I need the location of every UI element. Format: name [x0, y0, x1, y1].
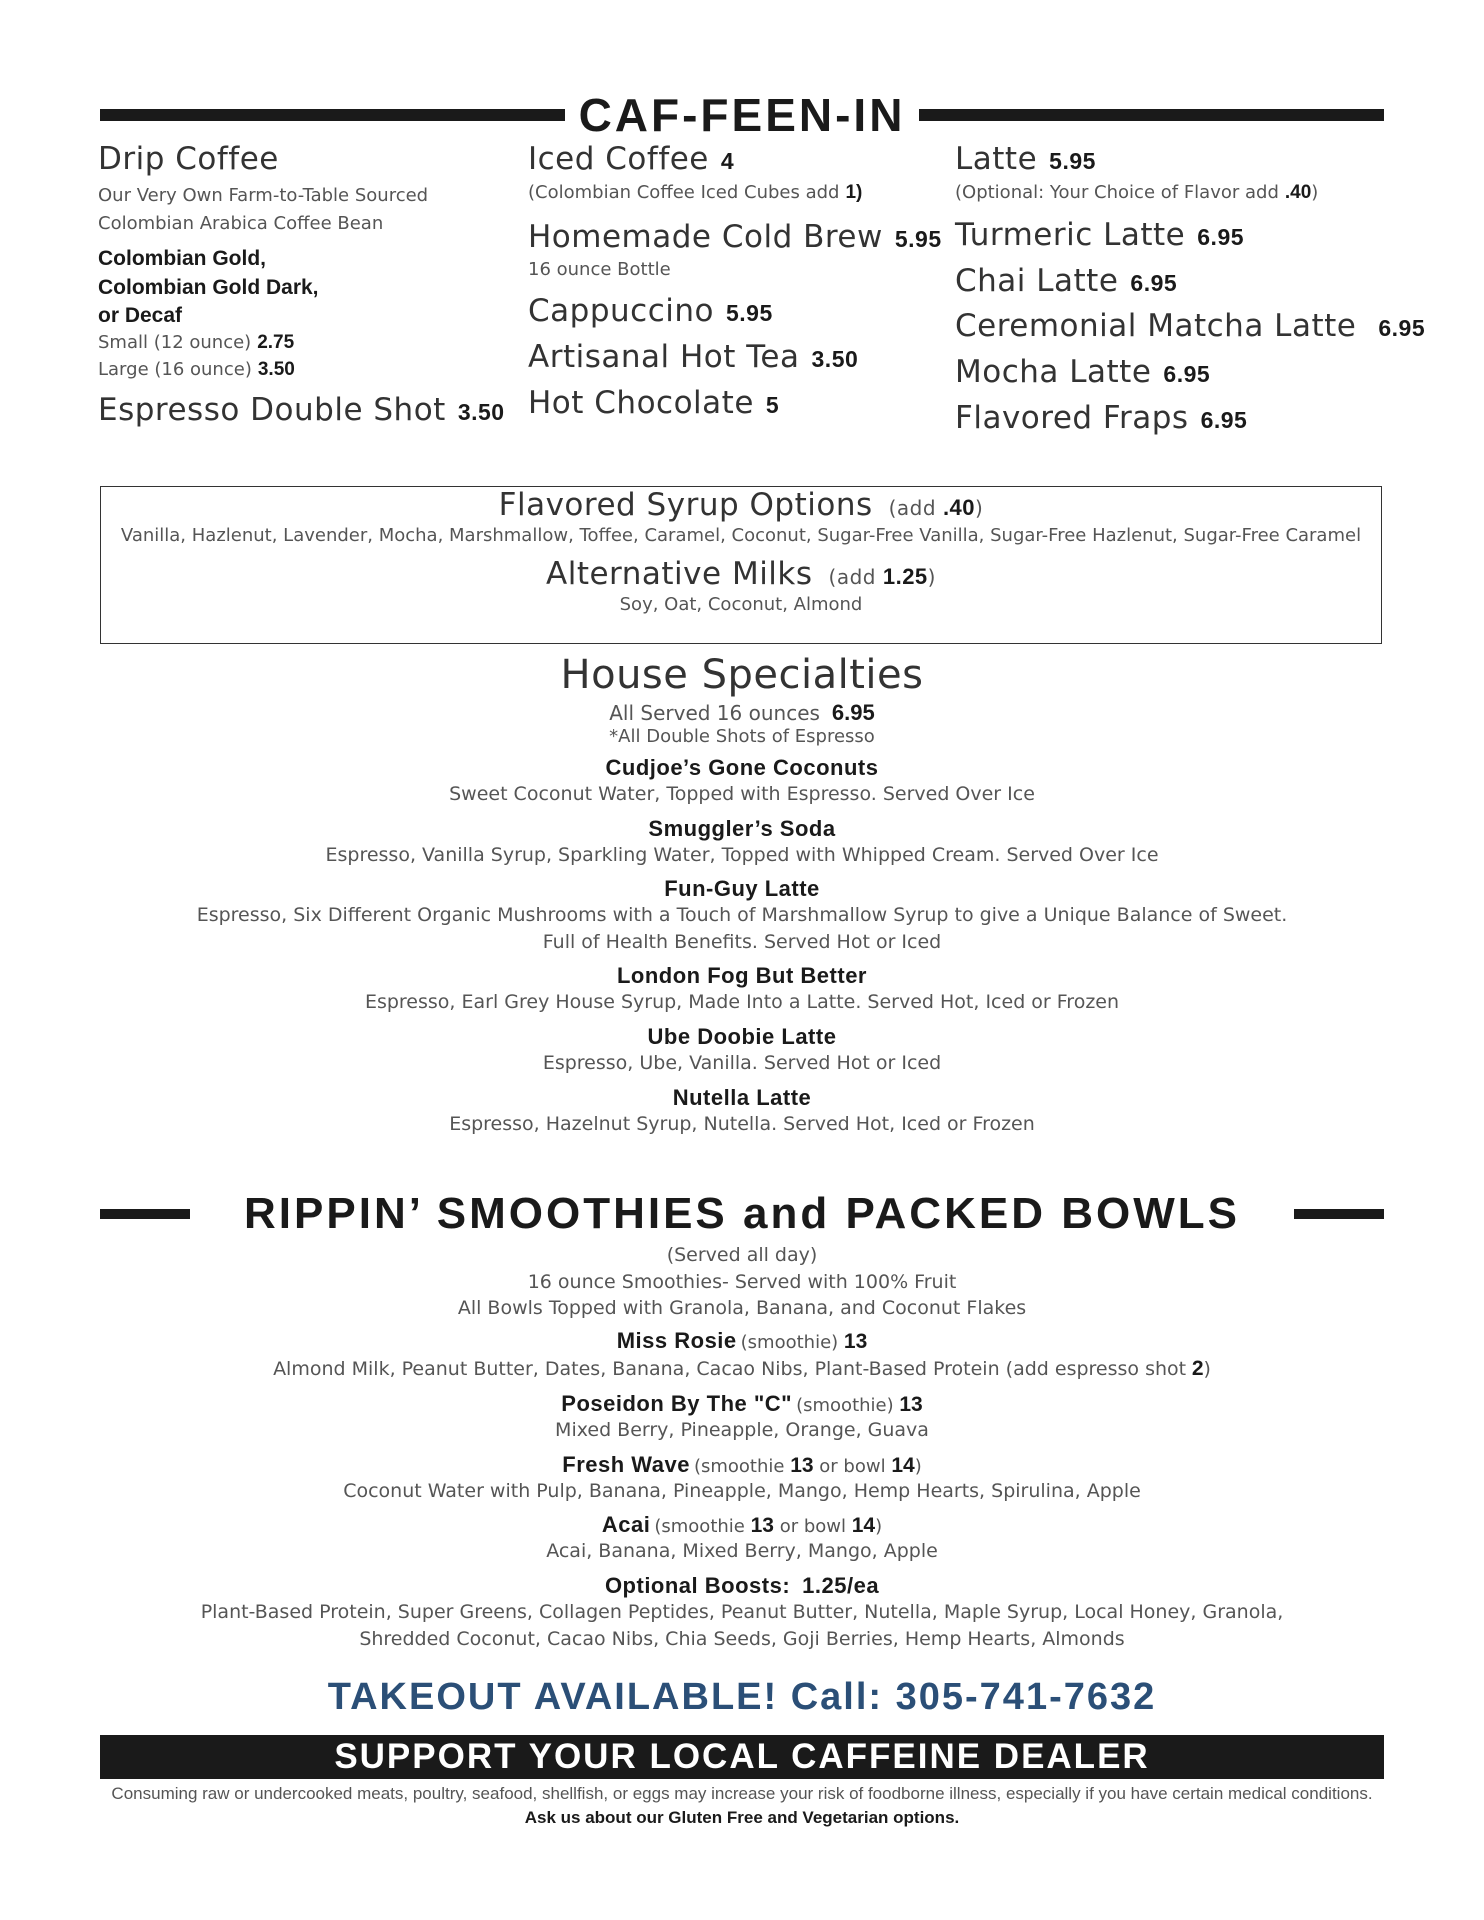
- smoothies-title: RIPPIN’ SMOOTHIES and PACKED BOWLS: [244, 1189, 1240, 1238]
- alt-milks-heading: [101, 556, 1381, 592]
- header-rule-left: [100, 109, 565, 121]
- fresh-wave-price-2: 14: [891, 1453, 915, 1477]
- mocha-latte-name: Mocha Latte: [955, 353, 1152, 390]
- miss-rosie-heading: [0, 1328, 1484, 1354]
- specialty-name: Cudjoe’s Gone Coconuts: [605, 755, 879, 780]
- iced-coffee-note-text: (Colombian Coffee Iced Cubes add: [528, 181, 840, 203]
- fresh-wave-name: Fresh Wave: [562, 1451, 690, 1477]
- boosts-desc-1: Plant-Based Protein, Super Greens, Collagen Peptides, Peanut Butter, Nutella, Maple Syrup, Local Honey, Granola,: [200, 1600, 1284, 1623]
- syrup-add-close: ): [975, 496, 984, 520]
- header-rule-left: [100, 1209, 190, 1219]
- takeout-text: TAKEOUT AVAILABLE! Call: 305-741-7632: [327, 1676, 1157, 1718]
- acai-price-1: 13: [750, 1514, 774, 1538]
- miss-rosie-name: Miss Rosie: [616, 1327, 737, 1353]
- latte-name: Latte: [955, 141, 1038, 177]
- drip-small-size: [98, 330, 518, 357]
- specialty-name: Nutella Latte: [672, 1084, 812, 1110]
- miss-rosie-close: ): [1203, 1357, 1211, 1380]
- acai-desc: Acai, Banana, Mixed Berry, Mango, Apple: [546, 1540, 938, 1563]
- caffeine-header: [100, 89, 1384, 141]
- hot-tea-price: 3.50: [811, 346, 859, 373]
- specialty-desc: Espresso, Hazelnut Syrup, Nutella. Served Hot, Iced or Frozen: [449, 1112, 1035, 1135]
- house-specialties-section: [0, 652, 1484, 1145]
- drip-coffee-desc-1: Our Very Own Farm-to-Table Sourced: [98, 184, 429, 206]
- turmeric-latte-item: [955, 218, 1395, 254]
- milk-add-close: ): [927, 565, 936, 589]
- gluten-free-note: Ask us about our Gluten Free and Vegetarian options.: [524, 1808, 960, 1827]
- poseidon-price: 13: [899, 1393, 923, 1417]
- boosts-desc-2: Shredded Coconut, Cacao Nibs, Chia Seeds, Goji Berries, Hemp Hearts, Almonds: [359, 1627, 1125, 1650]
- iced-coffee-note: [528, 178, 948, 208]
- syrup-options-list: Vanilla, Hazlenut, Lavender, Mocha, Marshmallow, Toffee, Caramel, Coconut, Sugar-Free Vanilla, Sugar-Free Hazlenut, Sugar-Free Caramel: [120, 525, 1362, 546]
- header-rule-right: [1294, 1209, 1384, 1219]
- footer-notes: [0, 1784, 1484, 1828]
- boosts-heading: [0, 1573, 1484, 1599]
- cappuccino-name: Cappuccino: [528, 293, 714, 330]
- support-banner: SUPPORT YOUR LOCAL CAFFEINE DEALER: [100, 1735, 1384, 1779]
- cold-brew-name: Homemade Cold Brew: [528, 219, 883, 256]
- acai-close: ): [875, 1516, 883, 1538]
- specialty-desc: Espresso, Ube, Vanilla. Served Hot or Iced: [542, 1051, 942, 1074]
- latte-item: [955, 142, 1395, 178]
- hot-chocolate-price: 5: [765, 391, 780, 418]
- latte-note-price: .40: [1284, 181, 1312, 203]
- espresso-item: [98, 393, 518, 429]
- iced-coffee-note-price: 1): [845, 181, 863, 203]
- espresso-name: Espresso Double Shot: [98, 392, 446, 429]
- menu-column-3: [955, 141, 1426, 436]
- chai-latte-item: [955, 264, 1395, 300]
- specialty-desc: Sweet Coconut Water, Topped with Espresso. Served Over Ice: [449, 783, 1035, 805]
- list-item: [0, 1391, 1484, 1444]
- takeout-line: [0, 1676, 1484, 1719]
- milk-add-text: (add: [828, 565, 876, 589]
- latte-note-text: (Optional: Your Choice of Flavor add: [955, 181, 1279, 203]
- milk-add-note: [829, 565, 936, 589]
- acai-name: Acai: [601, 1512, 651, 1538]
- smoothies-note-3: All Bowls Topped with Granola, Banana, and Coconut Flakes: [457, 1297, 1027, 1320]
- optional-boosts: [0, 1573, 1484, 1652]
- latte-note: [955, 178, 1395, 208]
- mocha-latte-price: 6.95: [1163, 360, 1211, 387]
- list-item: [0, 816, 1484, 869]
- blend-option-2: Colombian Gold Dark,: [98, 275, 319, 299]
- iced-coffee-name: Iced Coffee: [528, 141, 709, 177]
- acai-price-2: 14: [851, 1514, 876, 1538]
- miss-rosie-price: 13: [843, 1329, 868, 1353]
- miss-rosie-desc-text: Almond Milk, Peanut Butter, Dates, Banana, Cacao Nibs, Plant-Based Protein (add espresso shot: [273, 1357, 1187, 1380]
- iced-coffee-item: [528, 142, 948, 178]
- fresh-wave-close: ): [914, 1455, 922, 1477]
- chai-latte-name: Chai Latte: [955, 262, 1119, 299]
- chai-latte-price: 6.95: [1130, 269, 1178, 296]
- turmeric-latte-name: Turmeric Latte: [955, 217, 1186, 254]
- matcha-latte-name: Ceremonial Matcha Latte: [955, 308, 1357, 345]
- cappuccino-item: [528, 294, 948, 330]
- list-item: [0, 1512, 1484, 1565]
- specialties-list: [0, 755, 1484, 1137]
- cold-brew-item: [528, 220, 948, 256]
- espresso-price: 3.50: [457, 399, 505, 426]
- list-item: [0, 1452, 1484, 1505]
- acai-heading: [0, 1512, 1484, 1538]
- list-item: [0, 1085, 1484, 1138]
- miss-rosie-extra-price: 2: [1191, 1356, 1204, 1380]
- smoothies-section: [0, 1242, 1484, 1652]
- specialties-served-text: All Served 16 ounces: [609, 701, 820, 725]
- list-item: [0, 1024, 1484, 1077]
- syrup-add-price: .40: [942, 495, 976, 520]
- specialty-name: Smuggler’s Soda: [648, 815, 836, 841]
- mocha-latte-item: [955, 355, 1395, 391]
- specialty-desc: Espresso, Earl Grey House Syrup, Made Into a Latte. Served Hot, Iced or Frozen: [364, 991, 1120, 1014]
- specialties-price: 6.95: [831, 700, 875, 725]
- alt-milks-title: Alternative Milks: [546, 556, 813, 592]
- drip-large-size: [98, 357, 518, 384]
- blend-option-3: or Decaf: [98, 303, 183, 327]
- drip-coffee-desc-2: Colombian Arabica Coffee Bean: [98, 213, 384, 235]
- matcha-latte-item: [955, 308, 1426, 345]
- specialty-name: Fun-Guy Latte: [664, 876, 820, 902]
- list-item: [0, 755, 1484, 808]
- cold-brew-note: 16 ounce Bottle: [528, 258, 671, 280]
- hot-chocolate-item: [528, 386, 948, 422]
- list-item: [0, 876, 1484, 955]
- specialty-desc: Espresso, Vanilla Syrup, Sparkling Water, Topped with Whipped Cream. Served Over Ice: [325, 843, 1159, 866]
- specialty-desc-2: Full of Health Benefits. Served Hot or Iced: [542, 930, 942, 953]
- blend-option-1: Colombian Gold,: [98, 247, 266, 271]
- specialty-name: Ube Doobie Latte: [647, 1023, 837, 1049]
- boosts-price: 1.25/ea: [802, 1572, 880, 1598]
- syrup-add-note: [889, 496, 984, 520]
- milk-add-price: 1.25: [882, 564, 928, 589]
- fresh-wave-heading: [0, 1452, 1484, 1478]
- acai-note-1: (smoothie: [654, 1516, 745, 1538]
- header-rule-right: [919, 109, 1384, 121]
- specialties-note: *All Double Shots of Espresso: [609, 726, 875, 747]
- poseidon-name: Poseidon By The "C": [561, 1391, 793, 1417]
- large-size-label: Large (16 ounce): [98, 358, 252, 380]
- flavored-fraps-price: 6.95: [1200, 406, 1248, 433]
- flavored-fraps-name: Flavored Fraps: [955, 399, 1189, 436]
- fresh-wave-desc: Coconut Water with Pulp, Banana, Pineapple, Mango, Hemp Hearts, Spirulina, Apple: [343, 1479, 1141, 1502]
- miss-rosie-desc: [0, 1354, 1484, 1383]
- fresh-wave-note-2: or bowl: [819, 1455, 886, 1477]
- cappuccino-price: 5.95: [725, 300, 773, 327]
- miss-rosie-note: (smoothie): [740, 1331, 839, 1353]
- iced-coffee-price: 4: [720, 148, 735, 174]
- cold-brew-price: 5.95: [894, 226, 942, 253]
- syrup-add-text: (add: [888, 496, 937, 520]
- specialty-desc: Espresso, Six Different Organic Mushrooms with a Touch of Marshmallow Syrup to give a Unique Balance of Sweet.: [196, 904, 1288, 927]
- latte-note-close: ): [1311, 181, 1319, 203]
- drip-coffee-name: Drip Coffee: [98, 141, 279, 177]
- list-item: [0, 1328, 1484, 1383]
- poseidon-heading: [0, 1391, 1484, 1417]
- hot-tea-item: [528, 340, 948, 376]
- acai-note-2: or bowl: [779, 1516, 846, 1538]
- latte-price: 5.95: [1049, 148, 1096, 174]
- poseidon-desc: Mixed Berry, Pineapple, Orange, Guava: [555, 1419, 929, 1442]
- caffeine-title: CAF-FEEN-IN: [578, 89, 906, 141]
- syrup-options-title: Flavored Syrup Options: [498, 487, 873, 523]
- large-size-price: 3.50: [257, 358, 295, 380]
- hot-tea-name: Artisanal Hot Tea: [528, 339, 800, 376]
- boosts-title: Optional Boosts:: [604, 1572, 791, 1598]
- smoothies-note-1: (Served all day): [666, 1244, 818, 1266]
- menu-column-1: [98, 142, 518, 429]
- small-size-price: 2.75: [257, 332, 295, 354]
- options-box: [100, 486, 1382, 644]
- flavored-fraps-item: [955, 401, 1395, 437]
- fresh-wave-note-1: (smoothie: [693, 1455, 785, 1477]
- smoothies-header: [100, 1189, 1384, 1238]
- turmeric-latte-price: 6.95: [1197, 224, 1245, 251]
- small-size-label: Small (12 ounce): [98, 332, 252, 354]
- specialty-name: London Fog But Better: [616, 963, 867, 989]
- alt-milks-list: Soy, Oat, Coconut, Almond: [619, 594, 863, 615]
- poseidon-note: (smoothie): [796, 1395, 894, 1417]
- smoothies-note-2: 16 ounce Smoothies- Served with 100% Fruit: [527, 1270, 957, 1293]
- hot-chocolate-name: Hot Chocolate: [528, 384, 754, 421]
- specialties-served: [0, 700, 1484, 726]
- syrup-options-heading: [101, 487, 1381, 523]
- disclaimer-text: Consuming raw or undercooked meats, poultry, seafood, shellfish, or eggs may increase your risk of foodborne illness, especially if you have certain medical conditions.: [111, 1784, 1373, 1803]
- matcha-latte-price: 6.95: [1378, 315, 1426, 342]
- menu-column-2: [528, 142, 948, 421]
- house-specialties-title: House Specialties: [560, 652, 924, 698]
- list-item: [0, 963, 1484, 1016]
- fresh-wave-price-1: 13: [790, 1453, 814, 1477]
